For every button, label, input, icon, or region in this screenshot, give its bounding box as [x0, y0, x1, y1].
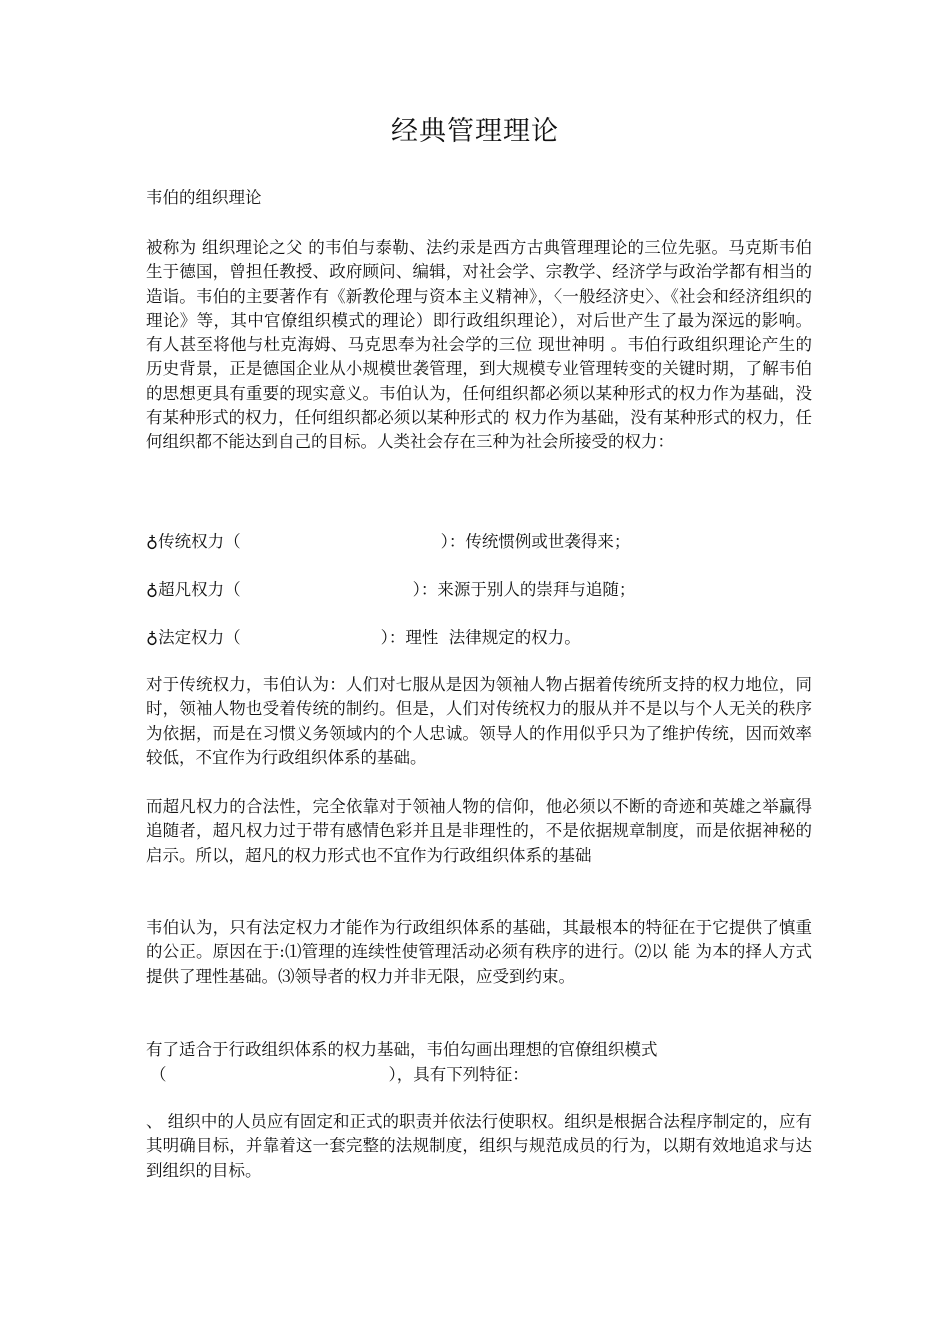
feature-1-paragraph: 、 组织中的人员应有固定和正式的职责并依法行使职权。组织是根据合法程序制定的，应有其明确目标，并靠着这一套完整的法规制度，组织与规范成员的行为，以期有效地追求与达到组织的目标。 [146, 1112, 812, 1180]
intro-paragraph: 被称为 组织理论之父 的韦伯与泰勒、法约汞是西方古典管理理论的三位先驱。马克斯韦伯生于德国，曾担任教授、政府顾问、编辑，对社会学、宗教学、经济学与政治学都有相当的造诣。韦伯的主要著作有《新教伦理与资本主义精神》，〈一般经济史〉、《社会和经济组织的理论》等，其中官僚组织模式的理论）即行政组织理论），对后世产生了最为深远的影响。有人甚至将他与杜克海姆、马克思奉为社会学的三位 现世神明 。韦伯行政组织理论产生的历史背景，正是德国企业从小规模世袭管理，到大规模专业管理转变的关键时期，了解韦伯的思想更具有重要的现实意义。韦伯认为，任何组织都必须以某种形式的权力作为基础，没有某种形式的权力，任何组织都必须以某种形式的 权力作为基础，没有某种形式的权力，任何组织都不能达到自己的目标。人类社会存在三种为社会所接受的权力： [146, 238, 812, 452]
bureaucracy-intro-line: 有了适合于行政组织体系的权力基础，韦伯勾画出理想的官僚组织模式 [146, 1040, 658, 1059]
bureaucracy-model-line [146, 1063, 812, 1087]
bullet-label: 法定权力（ [158, 628, 241, 647]
bullet-label: 超凡权力（ [158, 580, 241, 599]
bullet-charismatic-authority [146, 578, 812, 602]
bullet-marker: ♁ [146, 580, 159, 599]
bullet-label: 传统权力（ [158, 532, 241, 551]
bullet-marker: ♁ [146, 628, 159, 647]
section-heading: 韦伯的组织理论 [146, 188, 262, 207]
open-paren: （ [150, 1065, 167, 1084]
bullet-legal-authority [146, 626, 812, 650]
bullet-traditional-authority [146, 530, 812, 554]
features-lead: ），具有下列特征： [388, 1065, 529, 1084]
charismatic-authority-paragraph: 而超凡权力的合法性，完全依靠对于领袖人物的信仰，他必须以不断的奇迹和英雄之举赢得追随者，超凡权力过于带有感情色彩并且是非理性的，不是依据规章制度，而是依据神秘的启示。所以，超凡的权力形式也不宜作为行政组织体系的基础 [146, 797, 812, 865]
bullet-marker: ♁ [146, 532, 159, 551]
bullet-description: ）：来源于别人的崇拜与追随； [412, 580, 636, 599]
bullet-description: ）：传统惯例或世袭得来； [440, 532, 631, 551]
traditional-authority-paragraph: 对于传统权力，韦伯认为：人们对七服从是因为领袖人物占据着传统所支持的权力地位，同时，领袖人物也受着传统的制约。但是，人们对传统权力的服从并不是以与个人无关的秩序为依据，而是在习惯义务领域内的个人忠诚。领导人的作用似乎只为了维护传统，因而效率较低，不宜作为行政组织体系的基础。 [146, 675, 812, 767]
legal-authority-paragraph: 韦伯认为，只有法定权力才能作为行政组织体系的基础，其最根本的特征在于它提供了慎重的公正。原因在于:⑴管理的连续性使管理活动必须有秩序的进行。⑵以 能 为本的择人方式提供了理性基础。⑶领导者的权力并非无限，应受到约束。 [146, 918, 812, 986]
bullet-description: ）：理性 法律规定的权力。 [380, 628, 581, 647]
document-title: 经典管理理论 [391, 116, 559, 147]
